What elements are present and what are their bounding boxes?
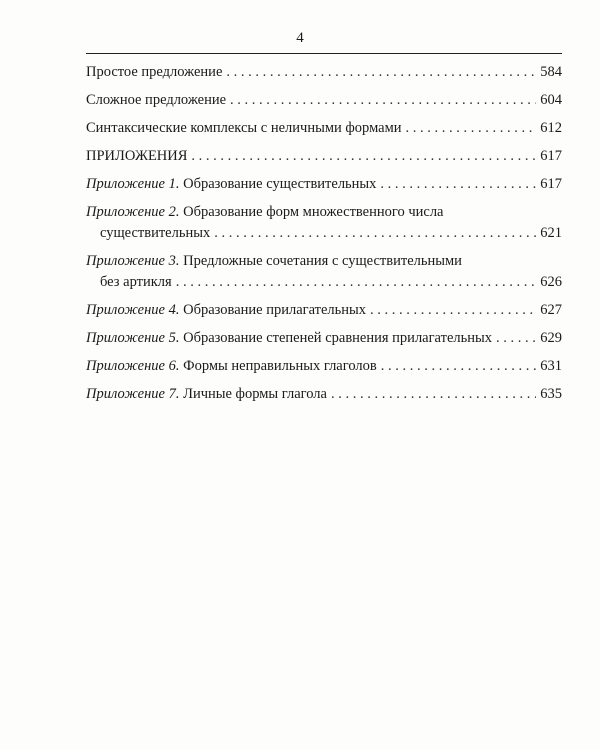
toc-entry-title: Образование прилагательных: [183, 302, 367, 318]
dot-leader: [214, 223, 536, 244]
toc-entry-page: 631: [540, 358, 562, 374]
dot-leader: [496, 328, 536, 349]
toc-entry-page: 617: [540, 148, 562, 164]
toc-entry-title: Образование форм множественного числа: [183, 204, 444, 220]
dot-leader: [176, 272, 537, 293]
toc-entry-page: 584: [540, 64, 562, 80]
toc-entry-title: Синтаксические комплексы с неличными формами: [86, 120, 402, 136]
toc-entry-title: Образование существительных: [183, 176, 377, 192]
toc-entry-title: Личные формы глагола: [183, 386, 327, 402]
toc-entry-title: ПРИЛОЖЕНИЯ: [86, 148, 188, 164]
toc-entry-prefix: Приложение 4.: [86, 302, 180, 318]
toc-entry[interactable]: [86, 146, 562, 167]
toc-entry-continuation: без артикля: [100, 274, 172, 290]
dot-leader: [380, 174, 536, 195]
toc-entry-title: Сложное предложение: [86, 92, 227, 108]
toc-entry[interactable]: [86, 202, 562, 244]
toc-entry-page: 612: [540, 120, 562, 136]
toc-entry-page: 627: [540, 302, 562, 318]
toc-entry[interactable]: [86, 300, 562, 321]
toc-entry[interactable]: [86, 118, 562, 139]
toc-entry-title: Простое предложение: [86, 64, 223, 80]
dot-leader: [406, 118, 537, 139]
toc-entry-prefix: Приложение 5.: [86, 330, 180, 346]
page-number: 4: [296, 30, 304, 46]
dot-leader: [230, 90, 536, 111]
dot-leader: [370, 300, 536, 321]
toc-entry-title: Предложные сочетания с существительными: [183, 253, 462, 269]
toc-entry[interactable]: [86, 356, 562, 377]
toc-entry[interactable]: [86, 384, 562, 405]
dot-leader: [226, 62, 536, 83]
toc-entry-page: 604: [540, 92, 562, 108]
toc-entry-page: 617: [540, 176, 562, 192]
toc-entry-title: Образование степеней сравнения прилагательных: [183, 330, 492, 346]
toc-entry-page: 626: [540, 274, 562, 290]
toc-entry-title: Формы неправильных глаголов: [183, 358, 377, 374]
toc-entry-prefix: Приложение 7.: [86, 386, 180, 402]
toc-entry-prefix: Приложение 1.: [86, 176, 180, 192]
dot-leader: [381, 356, 537, 377]
header-rule: [86, 53, 562, 54]
toc-entry[interactable]: [86, 251, 562, 293]
toc-entry-prefix: Приложение 3.: [86, 253, 180, 269]
toc-entry[interactable]: [86, 62, 562, 83]
toc-entry-page: 621: [540, 225, 562, 241]
toc-entry-prefix: Приложение 2.: [86, 204, 180, 220]
dot-leader: [191, 146, 536, 167]
toc-entry-page: 635: [540, 386, 562, 402]
toc-entry-page: 629: [540, 330, 562, 346]
toc-entry[interactable]: [86, 174, 562, 195]
toc-entry[interactable]: [86, 90, 562, 111]
toc-entry-continuation: существительных: [100, 225, 211, 241]
dot-leader: [331, 384, 536, 405]
table-of-contents: [86, 62, 562, 412]
toc-entry[interactable]: [86, 328, 562, 349]
toc-entry-prefix: Приложение 6.: [86, 358, 180, 374]
